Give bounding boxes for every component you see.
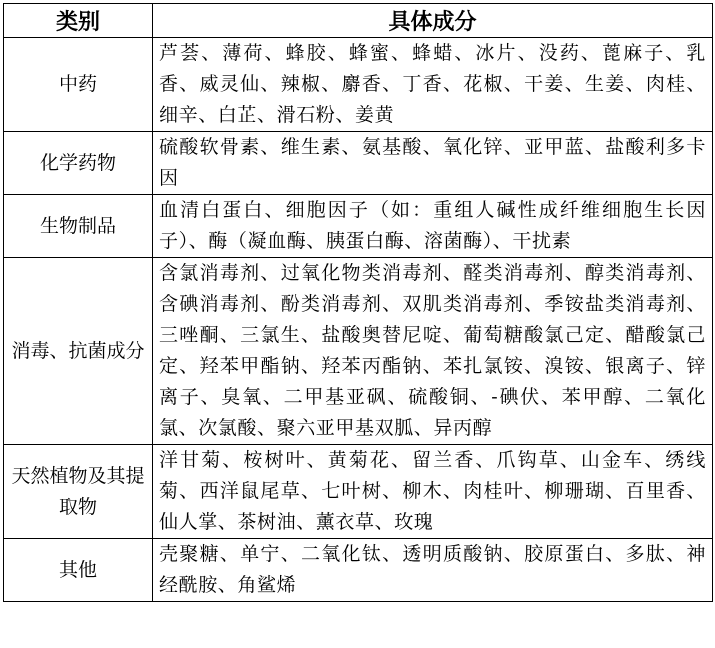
table-row (4, 38, 713, 132)
category-cell: 天然植物及其提取物 (4, 445, 153, 539)
table-row (4, 195, 713, 258)
category-cell: 消毒、抗菌成分 (4, 258, 153, 445)
category-cell: 生物制品 (4, 195, 153, 258)
table-row (4, 258, 713, 445)
ingredients-cell: 芦荟、薄荷、蜂胶、蜂蜜、蜂蜡、冰片、没药、蓖麻子、乳香、威灵仙、辣椒、麝香、丁香、花椒、干姜、生姜、肉桂、细辛、白芷、滑石粉、姜黄 (153, 38, 713, 132)
ingredients-cell: 洋甘菊、桉树叶、黄菊花、留兰香、爪钩草、山金车、绣线菊、西洋鼠尾草、七叶树、柳木、肉桂叶、柳珊瑚、百里香、仙人掌、茶树油、薰衣草、玫瑰 (153, 445, 713, 539)
ingredients-cell: 壳聚糖、单宁、二氧化钛、透明质酸钠、胶原蛋白、多肽、神经酰胺、角鲨烯 (153, 539, 713, 602)
table-row (4, 132, 713, 195)
category-cell: 其他 (4, 539, 153, 602)
category-cell: 中药 (4, 38, 153, 132)
ingredients-cell: 血清白蛋白、细胞因子（如：重组人碱性成纤维细胞生长因子）、酶（凝血酶、胰蛋白酶、溶菌酶）、干扰素 (153, 195, 713, 258)
ingredients-table (3, 3, 713, 602)
ingredients-cell: 硫酸软骨素、维生素、氨基酸、氧化锌、亚甲蓝、盐酸利多卡因 (153, 132, 713, 195)
table-row (4, 445, 713, 539)
header-category: 类别 (4, 4, 153, 38)
category-cell: 化学药物 (4, 132, 153, 195)
header-ingredients: 具体成分 (153, 4, 713, 38)
table-header-row (4, 4, 713, 38)
ingredients-cell: 含氯消毒剂、过氧化物类消毒剂、醛类消毒剂、醇类消毒剂、含碘消毒剂、酚类消毒剂、双肌类消毒剂、季铵盐类消毒剂、三唑酮、三氯生、盐酸奥替尼啶、葡萄糖酸氯己定、醋酸氯己定、羟苯甲酯钠、羟苯丙酯钠、苯扎氯铵、溴铵、银离子、锌离子、臭氧、二甲基亚砜、硫酸铜、-碘伏、苯甲醇、二氧化氯、次氯酸、聚六亚甲基双胍、异丙醇 (153, 258, 713, 445)
table-row (4, 539, 713, 602)
